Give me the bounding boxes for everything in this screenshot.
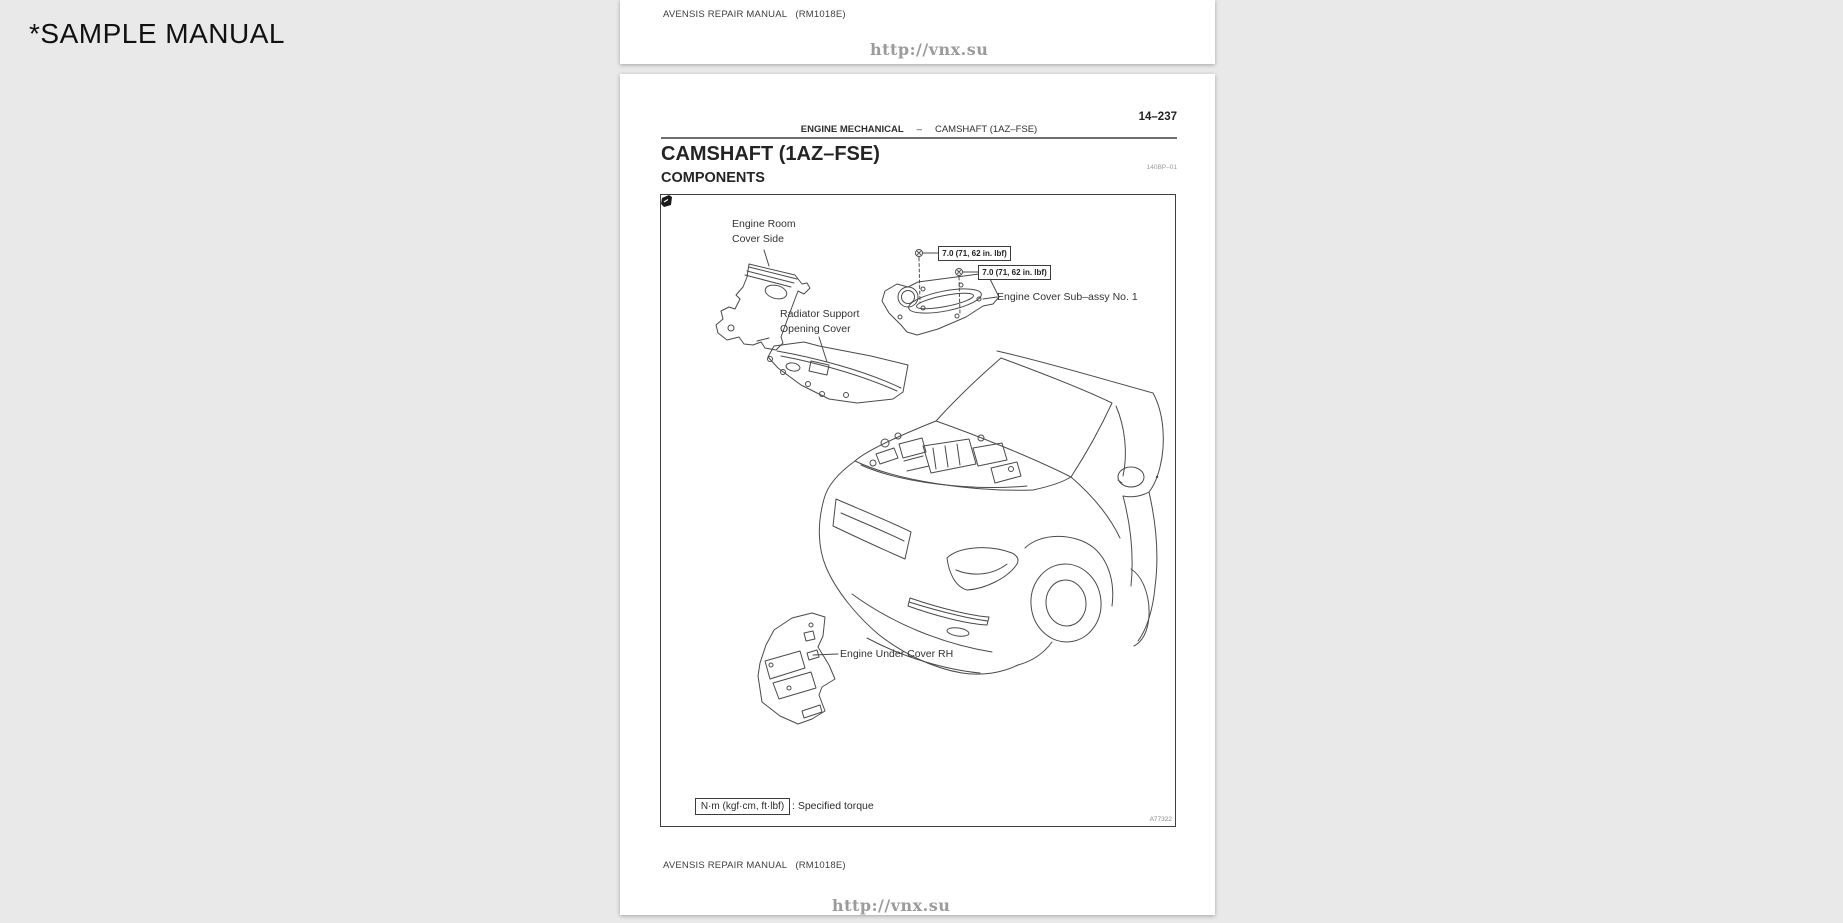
label-engine-cover-subassy: Engine Cover Sub–assy No. 1 <box>997 291 1138 303</box>
sample-manual-label: *SAMPLE MANUAL <box>29 18 285 49</box>
page-title: CAMSHAFT (1AZ–FSE) <box>661 143 880 165</box>
bolt-icon-2 <box>956 269 963 278</box>
bolt-icon-1 <box>916 250 923 259</box>
leader-engine-room-cover <box>764 250 769 266</box>
figure-code: A77322 <box>1149 816 1172 823</box>
components-figure-box <box>660 194 1176 827</box>
label-line: Cover Side <box>732 233 784 245</box>
breadcrumb-separator: – <box>916 124 922 135</box>
engine-cover-subassy-drawing <box>882 274 999 335</box>
label-line: Engine Room <box>732 218 796 230</box>
radiator-support-cover-drawing <box>768 342 909 403</box>
breadcrumb-topic: CAMSHAFT (1AZ–FSE) <box>934 124 1038 135</box>
header-rule <box>661 137 1177 139</box>
site-watermark-top: http://vnx.su <box>870 40 989 59</box>
torque-callout-1: 7.0 (71, 62 in. lbf) <box>938 246 1011 261</box>
label-engine-room-cover-side <box>732 217 796 247</box>
leader-engine-cover <box>983 297 997 299</box>
top-page-card <box>620 0 1215 64</box>
torque-symbol-icon <box>661 195 672 207</box>
main-page-card <box>620 74 1215 915</box>
vehicle-drawing <box>819 351 1163 674</box>
leader-under-cover <box>813 654 838 655</box>
breadcrumb-section: ENGINE MECHANICAL <box>800 124 904 135</box>
label-line: Radiator Support <box>780 308 860 320</box>
site-watermark-bottom: http://vnx.su <box>832 896 951 915</box>
bolt-dash-2 <box>959 277 960 315</box>
leader-radiator-support <box>819 337 827 362</box>
doc-code: 140BP–01 <box>1146 164 1177 171</box>
torque-callout-2: 7.0 (71, 62 in. lbf) <box>978 265 1051 280</box>
engine-under-cover-drawing <box>758 613 835 724</box>
label-engine-under-cover: Engine Under Cover RH <box>840 648 954 660</box>
torque-unit-box: N·m (kgf·cm, ft·lbf) <box>695 798 790 815</box>
page-subtitle: COMPONENTS <box>661 170 765 186</box>
running-footer: AVENSIS REPAIR MANUAL (RM1018E) <box>663 860 846 871</box>
torque-legend-suffix: : Specified torque <box>792 800 874 812</box>
bolt-dash-1 <box>919 258 920 303</box>
label-radiator-support-cover <box>780 307 859 337</box>
running-header: AVENSIS REPAIR MANUAL (RM1018E) <box>663 9 846 20</box>
page-number: 14–237 <box>1138 111 1177 123</box>
label-line: Opening Cover <box>780 323 851 335</box>
breadcrumb <box>661 124 1177 135</box>
